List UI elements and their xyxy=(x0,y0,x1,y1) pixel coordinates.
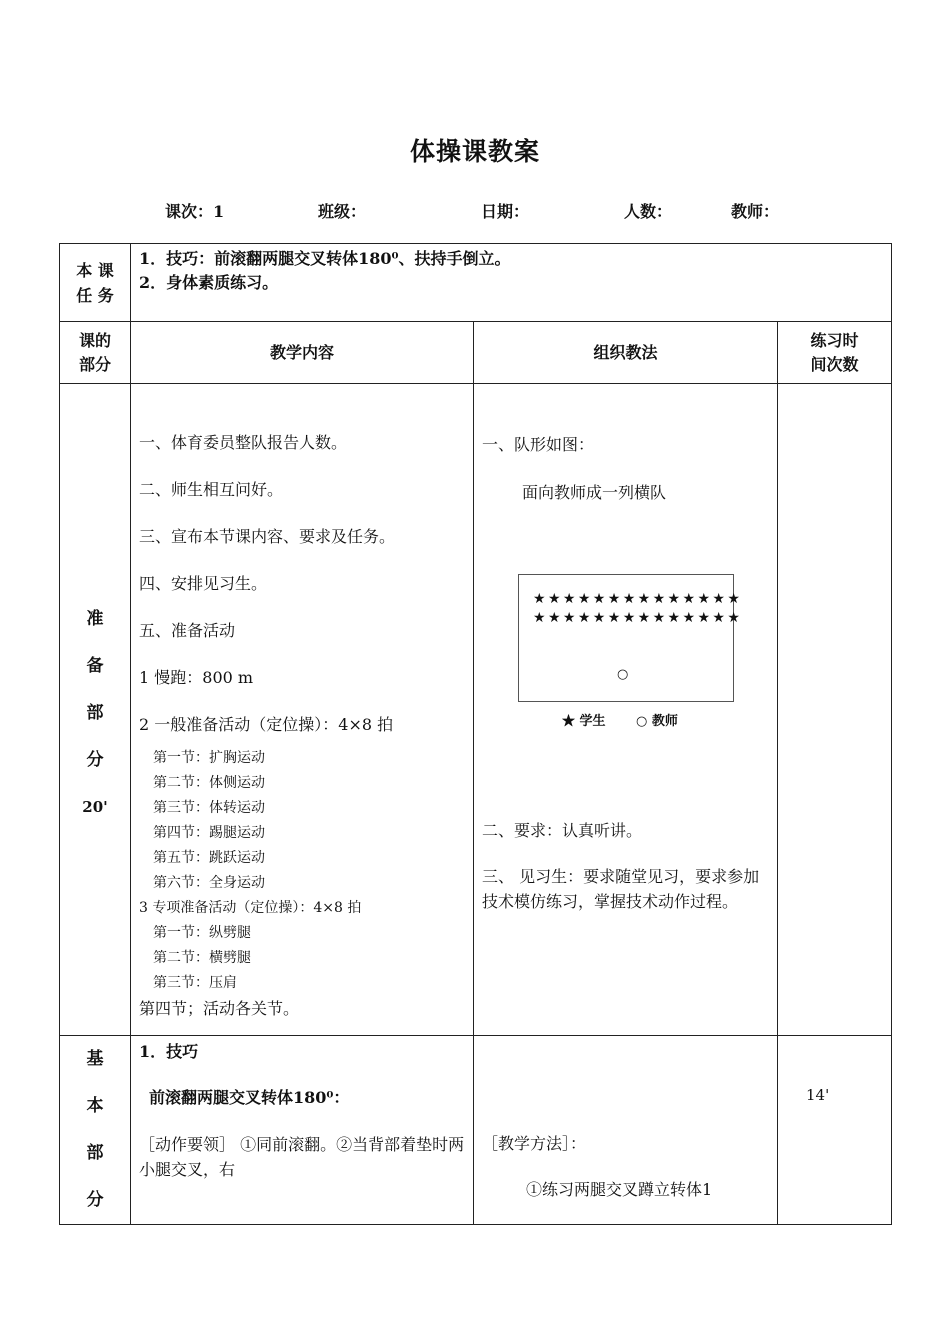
legend-teacher: ○ 教师 xyxy=(636,714,678,729)
student-row-1: ★★★★★★★★★★★★★★ xyxy=(533,591,743,607)
legend-student: ★ 学生 xyxy=(562,714,606,729)
prep-time-cell xyxy=(778,384,892,1036)
prep-section-line: 第四节：踢腿运动 xyxy=(153,825,265,841)
prep-section-line: 第六节：全身运动 xyxy=(153,875,265,891)
basic-side-cell xyxy=(60,1036,131,1225)
prep-content-line: 1 慢跑：800 m xyxy=(139,668,254,687)
prep-method-cell xyxy=(474,384,778,1036)
prep-section-line: 第三节：压肩 xyxy=(153,975,237,991)
task-line-1: 1．技巧：前滚翻两腿交叉转体180⁰、扶持手倒立。 xyxy=(139,249,511,268)
task-label: 本 课 任 务 xyxy=(60,244,131,322)
basic-time-value: 14' xyxy=(806,1086,830,1104)
prep-content-line: 三、宣布本节课内容、要求及任务。 xyxy=(139,527,396,546)
prep-content-line: 四、安排见习生。 xyxy=(139,574,268,593)
prep-side-cell xyxy=(60,384,131,1036)
prep-last-line: 第四节；活动各关节。 xyxy=(139,999,300,1018)
prep-side-time: 20' xyxy=(82,798,108,816)
prep-section-line: 第三节：体转运动 xyxy=(153,800,265,816)
basic-content-subtitle: 前滚翻两腿交叉转体180⁰： xyxy=(149,1088,350,1107)
task-line-2: 2．身体素质练习。 xyxy=(139,273,279,292)
basic-side-label xyxy=(60,1036,130,1224)
prep-content-line: 2 一般准备活动（定位操）：4×8 拍 xyxy=(139,715,394,734)
student-count-field: 人数： xyxy=(624,202,673,221)
prep-content-line: 一、体育委员整队报告人数。 xyxy=(139,433,348,452)
basic-content-body: ［动作要领］ ①同前滚翻。②当背部着垫时两小腿交叉，右 xyxy=(139,1135,465,1179)
prep-side-char: 备 xyxy=(86,656,104,676)
teacher-field: 教师： xyxy=(731,202,780,221)
formation-label: 一、队形如图： xyxy=(482,435,595,454)
prep-section-line: 第一节：纵劈腿 xyxy=(153,925,251,941)
header-part: 课的 部分 xyxy=(60,322,131,384)
prep-section-line: 第一节：扩胸运动 xyxy=(153,750,265,766)
prep-section-line: 第二节：体侧运动 xyxy=(153,775,265,791)
task-cell xyxy=(131,244,892,322)
date-field: 日期： xyxy=(481,202,530,221)
student-row-2: ★★★★★★★★★★★★★★ xyxy=(533,610,743,626)
prep-side-char: 分 xyxy=(86,750,104,770)
header-time: 练习时 间次数 xyxy=(778,322,892,384)
basic-method-body: ①练习两腿交叉蹲立转体1 xyxy=(526,1180,713,1199)
basic-side-char: 本 xyxy=(86,1096,104,1116)
prep-side-label xyxy=(60,384,130,831)
basic-side-char: 基 xyxy=(86,1049,104,1069)
prep-content-line: 五、准备活动 xyxy=(139,621,236,640)
observer-text: 三、 见习生：要求随堂见习，要求参加技术模仿练习，掌握技术动作过程。 xyxy=(482,867,760,911)
header-method: 组织教法 xyxy=(474,322,778,384)
prep-side-char: 部 xyxy=(86,703,104,723)
basic-side-char: 分 xyxy=(86,1190,104,1210)
prep-content-cell xyxy=(131,384,474,1036)
class-field: 班级： xyxy=(318,202,367,221)
teacher-position-icon: ○ xyxy=(617,667,629,682)
basic-content-title: 1．技巧 xyxy=(139,1042,199,1061)
prep-section-line: 第二节：横劈腿 xyxy=(153,950,251,966)
basic-method-cell xyxy=(474,1036,778,1225)
prep-content-line: 二、师生相互问好。 xyxy=(139,480,284,499)
lesson-plan-table xyxy=(59,243,892,1225)
page-title: 体操课教案 xyxy=(409,137,540,166)
prep-side-char: 准 xyxy=(86,609,104,629)
prep-section-line: 第五节：跳跃运动 xyxy=(153,850,265,866)
basic-side-char: 部 xyxy=(86,1143,104,1163)
requirement-text: 二、要求：认真听讲。 xyxy=(482,821,643,840)
header-content: 教学内容 xyxy=(131,322,474,384)
basic-content-cell xyxy=(131,1036,474,1225)
lesson-number: 课次：1 xyxy=(165,202,225,221)
prep-section-line: 3 专项准备活动（定位操）：4×8 拍 xyxy=(139,900,362,916)
formation-diagram xyxy=(518,574,743,702)
formation-desc: 面向教师成一列横队 xyxy=(522,483,667,502)
basic-method-title: ［教学方法］： xyxy=(482,1134,587,1153)
basic-time-cell xyxy=(778,1036,892,1225)
